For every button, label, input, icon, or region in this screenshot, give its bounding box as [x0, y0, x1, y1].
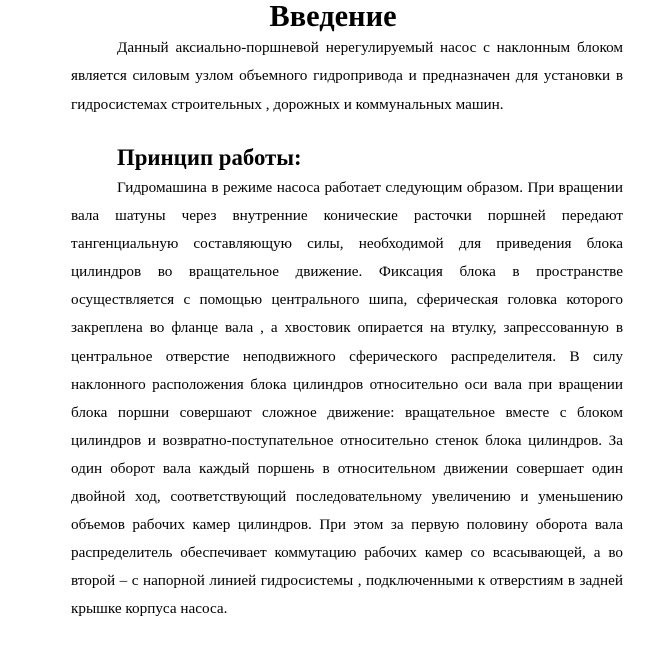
principle-paragraph: Гидромашина в режиме насоса работает следующим образом. При вращении вала шатуны через внутренние конические расточки поршней передают тангенциальную составляющую силы, необходимой для приведения блока цилиндров во вращательное движение. Фиксация блока в пространстве осуществляется с помощью центрального шипа, сферическая головка которого закреплена во фланце вала , а хвостовик опирается на втулку, запрессованную в центральное отверстие неподвижного сферического распределителя. В силу наклонного расположения блока цилиндров относительно оси вала при вращении блока поршни совершают сложное движение: вращательное вместе с блоком цилиндров и возвратно-поступательное относительно стенок блока цилиндров. За один оборот вала каждый поршень в относительном движении совершает один двойной ход, соответствующий последовательному увеличению и уменьшению объемов рабочих камер цилиндров. При этом за первую половину оборота вала распределитель обеспечивает коммутацию рабочих камер со всасывающей, а во второй – с напорной линией гидросистемы , подключенными к отверстиям в задней крышке корпуса насоса. [71, 179, 623, 618]
page-heading: Введение [269, 0, 397, 33]
section-title: Принцип работы: [117, 145, 302, 170]
intro-paragraph: Данный аксиально-поршневой нерегулируемый насос с наклонным блоком является силовым узлом объемного гидропривода и предназначен для установки в гидросистемах строительных , дорожных и коммунальных машин. [71, 39, 623, 113]
